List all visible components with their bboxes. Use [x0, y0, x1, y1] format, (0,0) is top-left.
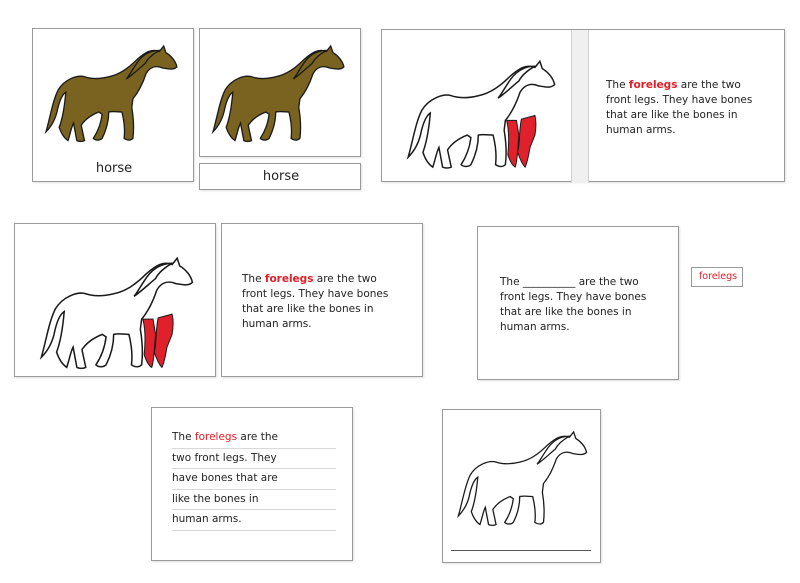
- line-1: The forelegs are the: [172, 428, 336, 449]
- line-2: two front legs. They: [172, 449, 336, 470]
- outline-horse-image: [453, 420, 593, 530]
- lined-definition-card: [151, 407, 353, 561]
- picture-card: [199, 28, 361, 157]
- label-strip-text: horse: [262, 169, 300, 184]
- line-3: have bones that are: [172, 469, 336, 490]
- spiral-binding: [571, 30, 589, 183]
- forelegs-highlight: [143, 314, 173, 367]
- blank-definition-card: [477, 226, 679, 380]
- horse-image: [204, 35, 354, 145]
- definition-text: The forelegs are the two front legs. They have bones that are like the bones in human arms.: [242, 273, 389, 330]
- lined-text: [172, 428, 336, 531]
- line-5: human arms.: [172, 510, 336, 531]
- booklet-definition-text: The forelegs are the two front legs. They have bones that are like the bones in human arms.: [606, 79, 753, 136]
- outline-horse-forelegs-image: [35, 244, 200, 374]
- blank-definition-text: The __________ are the two front legs. They have bones that are like the bones in human arms.: [500, 276, 647, 333]
- forelegs-highlight: [507, 115, 536, 167]
- term-label-text: forelegs: [698, 271, 738, 282]
- horse-image: [37, 35, 187, 145]
- label-strip: [199, 163, 361, 190]
- forelegs-picture-card: [14, 223, 216, 377]
- definition-card: [221, 223, 423, 377]
- picture-label-card: [32, 28, 194, 182]
- writing-line: [451, 550, 591, 551]
- outline-horse-forelegs-image: [402, 48, 562, 173]
- coloring-card: [442, 409, 601, 563]
- booklet: [381, 29, 785, 182]
- line-4: like the bones in: [172, 490, 336, 511]
- term-label: [691, 267, 743, 287]
- picture-label: horse: [95, 161, 133, 176]
